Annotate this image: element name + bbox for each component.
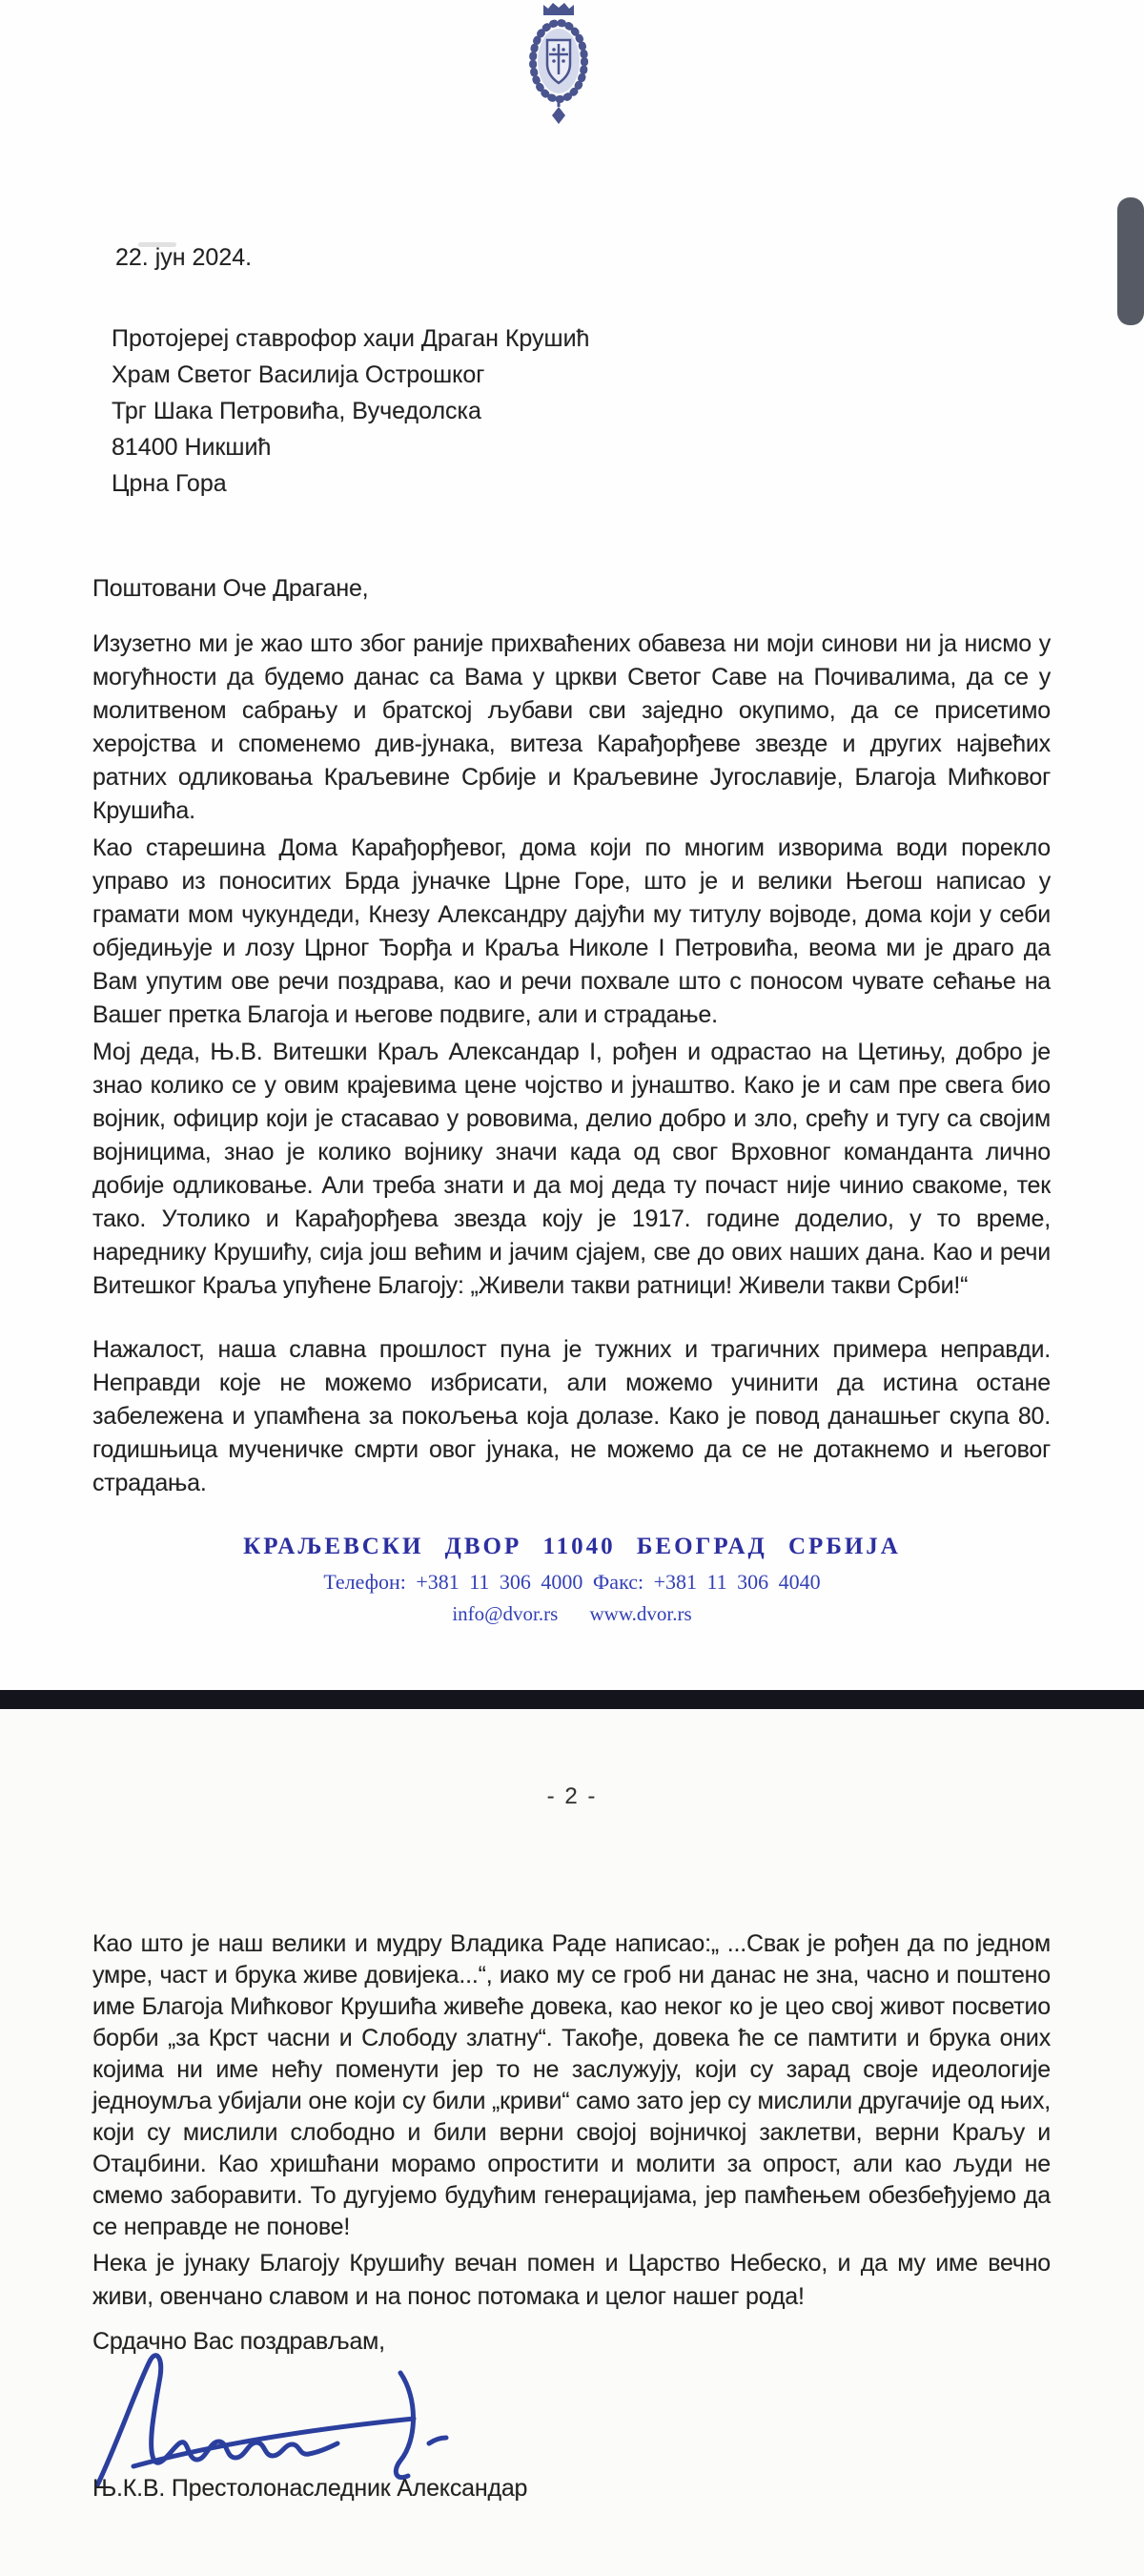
paragraph: Мој деда, Њ.В. Витешки Краљ Александар I, рођен и одрастао на Цетињу, добро је знао колико се у овим крајевима цене чојство и јунаштво. Како је и сам пре свега био војник, официр који је стасавао у рововима, делио добро и зло, срећу и тугу са својим војницима, знао је колико војнику значи када од свог Врховног команданта лично добије одликовање. Али треба знати и да мој деда ту почаст није чинио свакоме, тек тако. Утолико и Карађорђева звезда коју је 1917. године доделио, у то време, нареднику Крушићу, сија још већим и јачим сјајем, све до ових наших дана. Као и речи Витешког Краља упућене Благоју: „Живели такви ратници! Живели такви Срби!“ [92, 1039, 1051, 1299]
scrollbar-thumb[interactable] [1117, 197, 1144, 325]
letterhead-email: info@dvor.rs [452, 1602, 559, 1625]
letterhead-contact-line [0, 1602, 1144, 1626]
recipient-line: 81400 Никшић [112, 434, 272, 461]
paragraph: Као старешина Дома Карађорђевог, дома који по многим изворима води порекло управо из поноситих Брда јуначке Црне Горе, што је и велики Његош написао у грамати мом чукундеди, Кнезу Александру дајући му титулу војводе, дома који у себи обједињује и лозу Црног Ђорђа и Краља Николе I Петровића, веома ми је драго да Вам упутим ове речи поздрава, као и речи похвале што с поносом чувате сећање на Вашег претка Благоја и његове подвиге, али и страдање. [92, 835, 1051, 1028]
paragraph: Изузетно ми је жао што због раније прихваћених обавеза ни моји синови ни ја нисмо у могућности да будемо данас са Вама у цркви Светог Саве на Почивалима, да се у молитвеном сабрању и братској љубави сви заједно окупимо, да се присетимо херојства и споменемо див-јунака, витеза Карађорђеве звезде и других највећих ратних одликовања Краљевине Србије и Краљевине Југославије, Благоја Мићковог Крушића. [92, 630, 1051, 824]
paragraph: Нека је јунаку Благоју Крушићу вечан помен и Царство Небеско, и да му име вечно живи, овенчано славом и на понос потомака и целог нашег рода! [92, 2250, 1051, 2310]
letterhead-website: www.dvor.rs [589, 1602, 692, 1625]
letterhead-org-line: КРАЉЕВСКИ ДВОР 11040 БЕОГРАД СРБИЈА [243, 1534, 901, 1559]
page-divider [0, 1690, 1144, 1709]
recipient-address [112, 320, 779, 502]
salutation: Поштовани Оче Драгане, [92, 575, 369, 602]
royal-crest-icon [520, 0, 598, 128]
recipient-line: Храм Светог Василија Острошког [112, 361, 485, 388]
closing-line: Срдачно Вас поздрављам, [92, 2328, 385, 2355]
letter-date: 22. јун 2024. [115, 244, 253, 271]
paragraph: Нажалост, наша славна прошлост пуна је тужних и трагичних примера неправди. Неправди које не можемо избрисати, али можемо учинити да истина остане забележена и упамћена за покољења која долазе. Како је повод данашњег скупа 80. годишњица мученичке смрти овог јунака, не можемо да се не дотакнемо и његовог страдања. [92, 1336, 1051, 1496]
recipient-line: Протојереј ставрофор хаџи Драган Крушић [112, 325, 590, 352]
letterhead-phone-line: Телефон: +381 11 306 4000 Факс: +381 11 306 4040 [323, 1570, 821, 1594]
signatory-name: Њ.К.В. Престолонаследник Александар [92, 2475, 528, 2502]
paragraph: Као што је наш велики и мудру Владика Раде написао:„ ...Свак је рођен да по једном умре, част и брука живе довијека...“, иако му се гроб ни данас не зна, часно и поштено име Благоја Мићковог Крушића живеће довека, као неког ко је цео свој живот посветио борби „за Крст часни и Слободу златну“. Такође, довека ће се памтити и брука оних којима ни име нећу поменути јер то не заслужују, који су зарад своје идеологије једноумља убијали оне који су били „криви“ само зато јер су мислили другачије од њих, који су мислили слободно и били верни својој војничкој заклетви, верни Краљу и Отаџбини. Као хришћани морамо опростити и молити за опрост, али као људи не смемо заборавити. То дугујемо будућим генерацијама, јер памћењем обезбеђујемо да се неправде не понове! [92, 1930, 1051, 2240]
page-number: - 2 - [546, 1783, 598, 1809]
recipient-line: Црна Гора [112, 470, 227, 497]
recipient-line: Трг Шака Петровића, Вучедолска [112, 398, 481, 424]
